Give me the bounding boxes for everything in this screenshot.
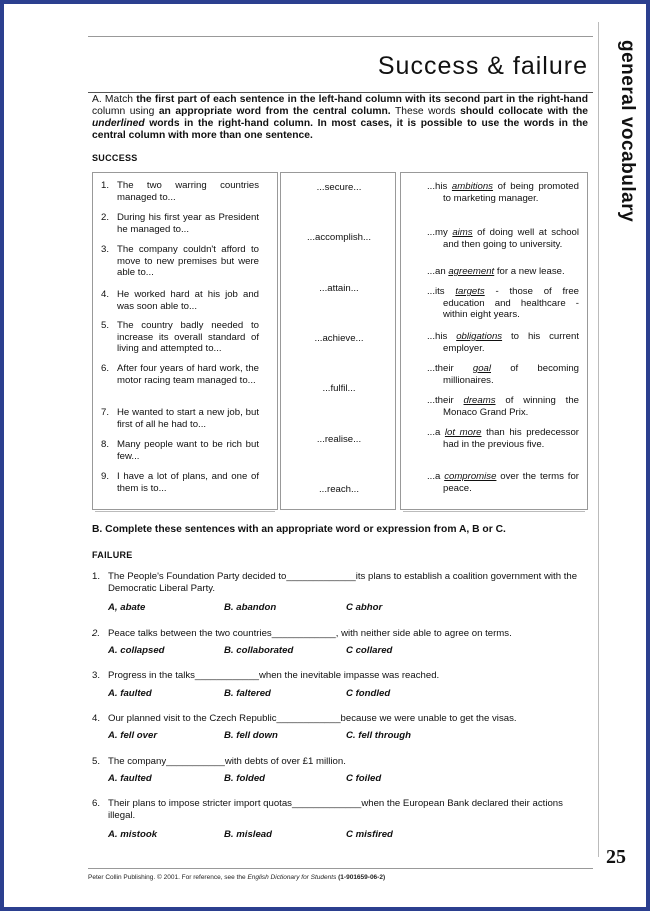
left-item-5 <box>99 320 259 355</box>
q-num: 4. <box>92 713 101 724</box>
left-item-4 <box>99 289 259 312</box>
right-underlined: compromise <box>444 471 497 482</box>
failure-heading: FAILURE <box>92 550 133 560</box>
option-b: B. fell down <box>224 730 278 741</box>
q-text: Their plans to impose stricter import quotas_____________when the European Bank declared their actions illegal. <box>108 798 563 821</box>
right-post: to his current employer. <box>443 331 579 354</box>
instr-a-bold3: should collocate with the <box>460 106 589 117</box>
mid-word-achieve: ...achieve... <box>314 333 364 344</box>
option-c: C foiled <box>346 773 382 784</box>
question-2 <box>92 628 588 640</box>
left-text: He worked hard at his job and was soon able to... <box>117 289 259 312</box>
option-a: A. faulted <box>108 688 152 699</box>
mid-word-accomplish: ...accomplish... <box>307 232 371 243</box>
page-title: Success & failure <box>377 52 588 80</box>
option-b: B. folded <box>224 773 266 784</box>
instruction-b: B. Complete these sentences with an appropriate word or expression from A, B or C. <box>92 524 506 535</box>
option-c: C abhor <box>346 602 383 613</box>
instr-a-plain2: These words <box>390 106 461 117</box>
left-num: 8. <box>101 439 110 450</box>
title-top-rule <box>88 36 593 37</box>
right-item-2 <box>427 227 579 250</box>
left-text: The company couldn't afford to move to new premises but were able to... <box>117 244 259 278</box>
left-item-9 <box>99 471 259 494</box>
title-rule <box>88 92 593 93</box>
right-post: of winning the Monaco Grand Prix. <box>443 395 579 418</box>
right-pre: ...their <box>427 363 473 374</box>
right-item-8 <box>427 427 579 450</box>
option-a: A, abate <box>108 602 146 613</box>
right-post: of becoming millionaires. <box>443 363 579 386</box>
left-text: I have a lot of plans, and one of them is to... <box>117 471 259 494</box>
footer <box>88 874 385 881</box>
q-num: 2. <box>92 628 101 639</box>
left-item-6 <box>99 363 259 386</box>
question-3 <box>92 670 588 682</box>
right-pre: ...my <box>427 227 453 238</box>
option-c: C. fell through <box>346 730 412 741</box>
left-num: 4. <box>101 289 110 300</box>
right-pre: ...his <box>427 331 457 342</box>
mid-word-realise: ...realise... <box>316 434 362 445</box>
right-underlined: goal <box>472 363 491 374</box>
question-4 <box>92 713 588 725</box>
side-label <box>608 40 644 240</box>
q-text: Progress in the talks____________when the inevitable impasse was reached. <box>108 670 440 681</box>
right-underlined: obligations <box>456 331 503 342</box>
option-b: B. collaborated <box>224 645 294 656</box>
instr-a-bold2: an appropriate word from the central column. <box>158 106 391 117</box>
left-num: 7. <box>101 407 110 418</box>
left-text: The country badly needed to increase its overall standard of living and attempted to... <box>117 320 259 354</box>
option-a: A. mistook <box>108 829 158 840</box>
right-post: - those of free education and healthcare - within eight years. <box>443 286 580 320</box>
left-item-3 <box>99 244 259 279</box>
right-item-3 <box>427 266 579 278</box>
q-text: Our planned visit to the Czech Republic____________because we were unable to get the visas. <box>108 713 517 724</box>
q-text: Peace talks between the two countries____________, with neither side able to agree on terms. <box>108 628 512 639</box>
right-item-9 <box>427 471 579 494</box>
question-6 <box>92 798 588 821</box>
option-b: B. abandon <box>224 602 277 613</box>
left-num: 2. <box>101 212 110 223</box>
q-num: 5. <box>92 756 101 767</box>
left-text: After four years of hard work, the motor racing team managed to... <box>117 363 259 386</box>
footer-prefix: Peter Collin Publishing. © 2001. For reference, see the <box>88 874 248 881</box>
left-item-1 <box>99 180 259 203</box>
left-text: He wanted to start a new job, but first of all he had to... <box>117 407 259 430</box>
success-heading: SUCCESS <box>92 153 138 163</box>
option-a: A. faulted <box>108 773 152 784</box>
right-post: than his predecessor had in the previous five. <box>443 427 579 450</box>
q-text: The company___________with debts of over £1 million. <box>108 756 346 767</box>
option-a: A. collapsed <box>108 645 165 656</box>
mid-word-reach: ...reach... <box>319 484 359 495</box>
footer-isbn: (1-901659-06-2) <box>338 874 386 881</box>
q-num: 3. <box>92 670 101 681</box>
right-underlined: lot more <box>444 427 482 438</box>
q-text: The People's Foundation Party decided to_____________its plans to establish a coalition government with the Democratic Liberal Party. <box>108 571 578 594</box>
right-underlined: ambitions <box>451 181 493 192</box>
option-a: A. fell over <box>108 730 158 741</box>
mid-word-fulfil: ...fulfil... <box>322 383 356 394</box>
right-post: of doing well at school and then going to university. <box>443 227 580 250</box>
right-underlined: dreams <box>463 395 496 406</box>
left-column <box>92 172 278 510</box>
instr-a-bold1: the first part of each sentence in the left-hand column with its second part in the right-hand <box>136 94 588 105</box>
instr-a-prefix: A. Match <box>92 94 137 105</box>
left-num: 1. <box>101 180 110 191</box>
right-underlined: agreement <box>448 266 495 277</box>
instruction-a <box>92 94 588 142</box>
option-c: C misfired <box>346 829 393 840</box>
left-text: Many people want to be rich but few... <box>117 439 259 462</box>
right-pre: ...their <box>427 395 464 406</box>
left-num: 9. <box>101 471 110 482</box>
right-underlined: targets <box>455 286 485 297</box>
right-item-4 <box>427 286 579 321</box>
right-post: over the terms for peace. <box>443 471 580 494</box>
instr-a-bold4: words in the right-hand column. In most cases, it is possible to use the words in the central column with more than one sentence. <box>92 118 588 141</box>
page-number: 25 <box>606 846 626 868</box>
right-pre: ...his <box>427 181 452 192</box>
option-c: C fondled <box>346 688 391 699</box>
footer-book: English Dictionary for Students <box>247 874 337 881</box>
instr-a-italic: underlined <box>92 118 145 129</box>
option-b: B. mislead <box>224 829 272 840</box>
margin-rule <box>598 22 599 857</box>
q-num: 6. <box>92 798 101 809</box>
right-pre: ...an <box>427 266 449 277</box>
mid-word-attain: ...attain... <box>319 283 359 294</box>
left-item-2 <box>99 212 259 235</box>
option-b: B. faltered <box>224 688 271 699</box>
left-item-8 <box>99 439 259 462</box>
option-c: C collared <box>346 645 393 656</box>
footer-rule <box>88 868 593 869</box>
right-pre: ...a <box>427 471 445 482</box>
right-item-1 <box>427 181 579 204</box>
right-item-6 <box>427 363 579 386</box>
q-num: 1. <box>92 571 101 582</box>
right-column <box>400 172 588 510</box>
left-num: 6. <box>101 363 110 374</box>
right-item-7 <box>427 395 579 418</box>
right-pre: ...its <box>427 286 456 297</box>
right-pre: ...a <box>427 427 445 438</box>
right-item-5 <box>427 331 579 354</box>
left-item-7 <box>99 407 259 430</box>
instr-a-plain1: column using <box>92 106 159 117</box>
right-post: for a new lease. <box>494 266 565 277</box>
left-num: 3. <box>101 244 110 255</box>
middle-column <box>280 172 396 510</box>
left-text: The two warring countries managed to... <box>117 180 259 203</box>
right-underlined: aims <box>452 227 473 238</box>
mid-word-secure: ...secure... <box>316 182 362 193</box>
question-1 <box>92 571 588 594</box>
left-text: During his first year as President he managed to... <box>117 212 259 235</box>
right-post: of being promoted to marketing manager. <box>443 181 579 204</box>
left-num: 5. <box>101 320 110 331</box>
side-label-text: general vocabulary <box>617 40 638 223</box>
question-5 <box>92 756 588 768</box>
